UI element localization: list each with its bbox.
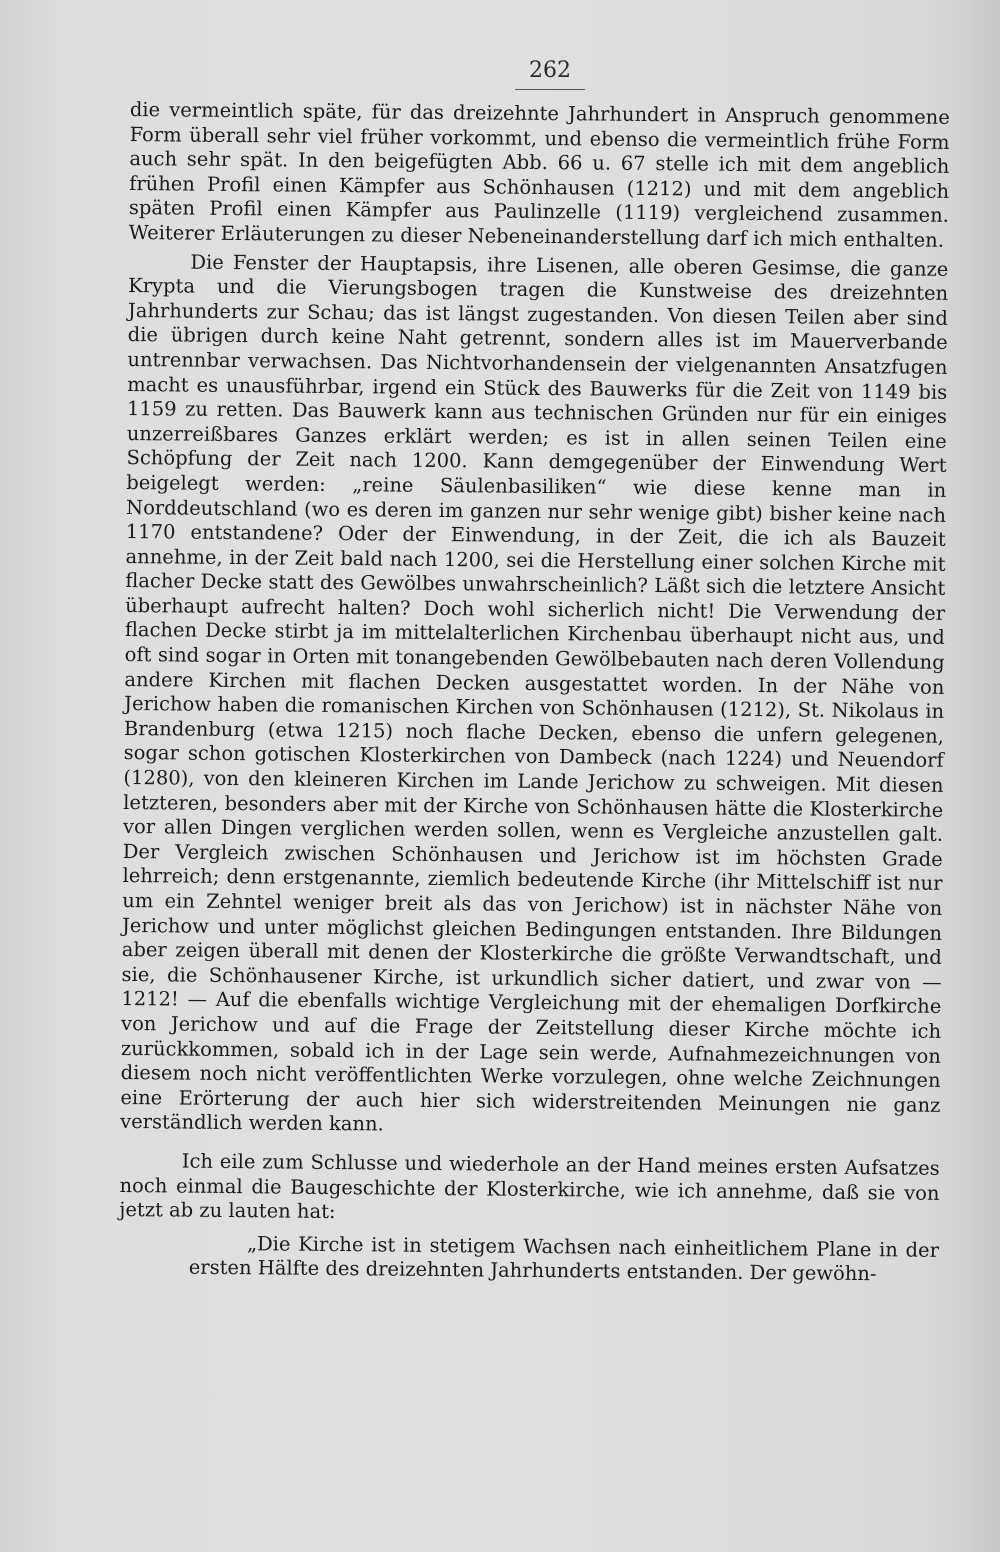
paragraph-main-argument: Die Fenster der Hauptapsis, ihre Lisenen, alle oberen Gesimse, die ganze Krypta und die Vierungsbogen tragen die Kunstweise des dreizehnten Jahrhunderts zur Schau; das ist längst zugestanden. Von diesen Teilen aber sind die übrigen durch keine Naht getrennt, sondern alles ist im Mauerverbande untrennbar verwachsen. Das Nichtvorhandensein der vielgenannten Ansatzfugen macht es unausführbar, irgend ein Stück des Bauwerks für die Zeit von 1149 bis 1159 zu retten. Das Bauwerk kann aus technischen Gründen nur für ein einiges unzerreißbares Ganzes erklärt werden; es ist in allen seinen Teilen eine Schöpfung der Zeit nach 1200. Kann demgegenüber der Einwendung Wert beigelegt werden: „reine Säulenbasiliken“ wie diese kenne man in Norddeutschland (wo es deren im ganzen nur sehr wenige gibt) bisher keine nach 1170 entstandene? Oder der Einwendung, in der Zeit, die ich als Bauzeit annehme, in der Zeit bald nach 1200, sei die Herstellung einer solchen Kirche mit flacher Decke statt des Gewölbes unwahrscheinlich? Läßt sich die letztere Ansicht überhaupt aufrecht halten? Doch wohl sicherlich nicht! Die Verwendung der flachen Decke stirbt ja im mittelalterlichen Kirchenbau überhaupt nicht aus, und oft sind sogar in Orten mit tonangebenden Gewölbebauten nach deren Vollendung andere Kirchen mit flachen Decken ausgestattet worden. In der Nähe von Jerichow haben die romanischen Kirchen von Schönhausen (1212), St. Nikolaus in Brandenburg (etwa 1215) noch flache Decken, ebenso die unfern gelegenen, sogar schon gotischen Klosterkirchen von Dambeck (nach 1224) und Neuendorf (1280), von den kleineren Kirchen im Lande Jerichow zu schweigen. Mit diesen letzteren, besonders aber mit der Kirche von Schönhausen hätte die Klosterkirche vor allen Dingen verglichen werden sollen, wenn es Vergleiche anzustellen galt. Der Vergleich zwischen Schönhausen und Jerichow ist im höchsten Grade lehrreich; denn erstgenannte, ziemlich bedeutende Kirche (ihr Mittelschiff ist nur um ein Zehntel weniger breit als das von Jerichow) ist in nächster Nähe von Jerichow und unter möglichst gleichen Bedingungen entstanden. Ihre Bildungen aber zeigen überall mit denen der Klosterkirche die größte Verwandtschaft, und sie, die Schönhausener Kirche, ist urkundlich sicher datiert, und zwar von — 1212! — Auf die ebenfalls wichtige Vergleichung mit der ehemaligen Dorfkirche von Jerichow und auf die Frage der Zeitstellung dieser Kirche möchte ich zurückkommen, sobald ich in der Lage sein werde, Aufnahmezeichnungen von diesem noch nicht veröffentlichten Werke vorzulegen, ohne welche Zeichnungen eine Erörterung der auch hier sich widerstreitenden Meinungen nie ganz verständlich werden kann.: [120, 250, 949, 1136]
paragraph-quotation: „Die Kirche ist in stetigem Wachsen nach einheitlichem Plane in der ersten Hälfte des dreizehnten Jahrhunderts entstanden. Der gewöhn-: [188, 1231, 940, 1286]
body-text: [119, 98, 950, 1288]
page-number: 262: [515, 58, 585, 90]
paragraph-conclusion-intro: Ich eile zum Schlusse und wiederhole an der Hand meines ersten Aufsatzes noch einmal die Baugeschichte der Klosterkirche, wie ich annehme, daß sie von jetzt ab zu lauten hat:: [119, 1149, 940, 1224]
paragraph-continuation: die vermeintlich späte, für das dreizehnte Jahrhundert in Anspruch genommene Form überall sehr viel früher vorkommt, und ebenso die vermeintlich frühe Form auch sehr spät. In den beigefügten Abb. 66 u. 67 stelle ich mit dem angeblich frühen Profil einen Kämpfer aus Schönhausen (1212) und mit dem angeblich späten Profil einen Kämpfer aus Paulinzelle (1119) vergleichend zusammen. Weiterer Erläuterungen zu dieser Nebeneinanderstellung darf ich mich enthalten.: [128, 98, 950, 252]
